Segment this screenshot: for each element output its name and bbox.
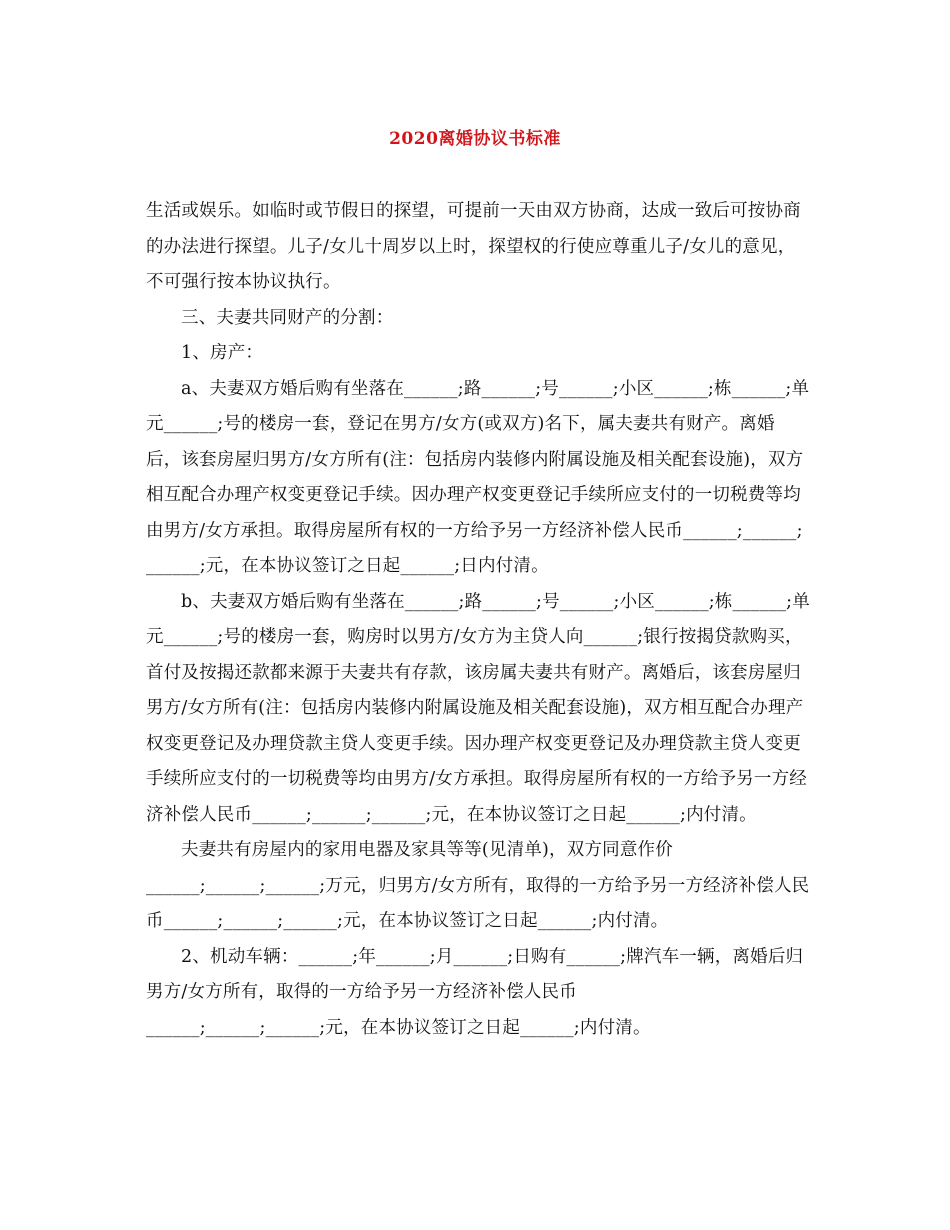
paragraph: 三、夫妻共同财产的分割：: [181, 307, 394, 328]
paragraph: 生活或娱乐。如临时或节假日的探望，可提前一天由双方协商，达成一致后可按协商的办法进行探望。儿子/女儿十周岁以上时，探望权的行使应尊重儿子/女儿的意见，不可强行按本协议执行。: [146, 201, 801, 292]
paragraph: 2、机动车辆：______;年______;月______;日购有______;牌汽车一辆，离婚后归男方/女方所有，取得的一方给予另一方经济补偿人民币: [146, 946, 804, 1002]
paragraph: 夫妻共有房屋内的家用电器及家具等等(见清单)，双方同意作价: [181, 840, 673, 860]
paragraph: ______;______;______;元，在本协议签订之日起______;内付清。: [146, 1017, 651, 1038]
paragraph: ______;______;______;万元，归男方/女方所有，取得的一方给予另一方经济补偿人民币______;______;______;元，在本协议签订之日起______;内付清。: [146, 875, 810, 931]
document-body: [146, 194, 810, 1046]
paragraph: a、夫妻双方婚后购有坐落在______;路______;号______;小区______;栋______;单元______;号的楼房一套，登记在男方/女方(或双方)名下，属夫妻共有财产。离婚后，该套房屋归男方/女方所有(注：包括房内装修内附属设施及相关配套设施)，双方相互配合办理产权变更登记手续。因办理产权变更登记手续所应支付的一切税费等均由男方/女方承担。取得房屋所有权的一方给予另一方经济补偿人民币______;______;______;元，在本协议签订之日起______;日内付清。: [146, 378, 810, 576]
document-title: 2020离婚协议书标准: [389, 129, 561, 149]
paragraph: b、夫妻双方婚后购有坐落在______;路______;号______;小区______;栋______;单元______;号的楼房一套，购房时以男方/女方为主贷人向______;银行按揭贷款购买，首付及按揭还款都来源于夫妻共有存款，该房属夫妻共有财产。离婚后，该套房屋归男方/女方所有(注：包括房内装修内附属设施及相关配套设施)，双方相互配合办理产权变更登记及办理贷款主贷人变更手续。因办理产权变更登记及办理贷款主贷人变更手续所应支付的一切税费等均由男方/女方承担。取得房屋所有权的一方给予另一方经济补偿人民币______;______;______;元，在本协议签订之日起______;内付清。: [146, 591, 810, 825]
paragraph: 1、房产：: [181, 343, 264, 363]
